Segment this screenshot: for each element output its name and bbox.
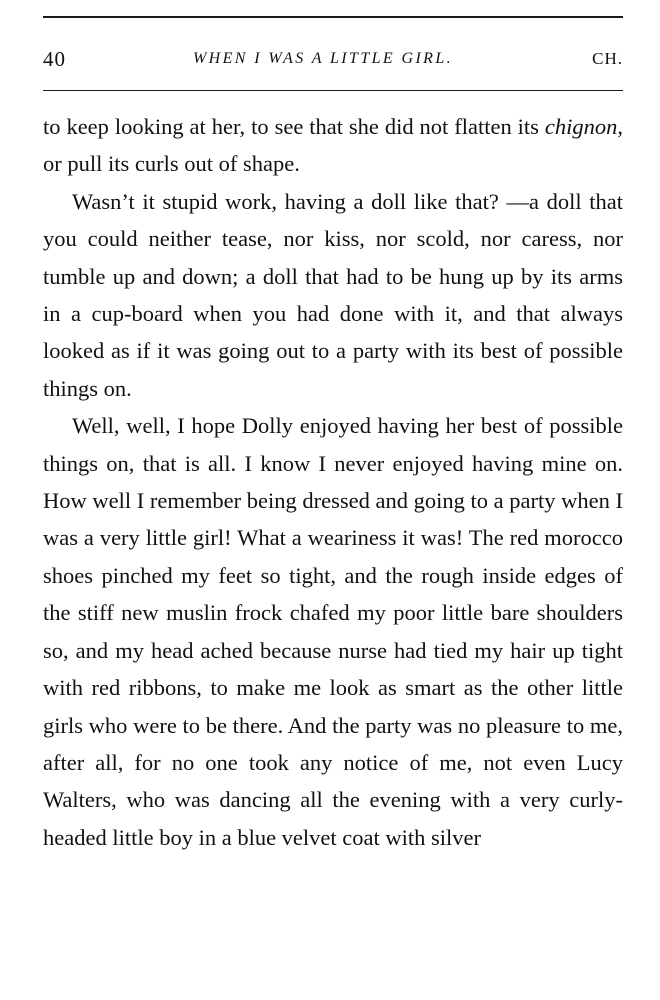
- paragraph-3: Well, well, I hope Dolly enjoyed having her best of possible things on, that is all. I know I never enjoyed having mine on. How well I remember being dressed and going to a party when I was a very little girl! What a weariness it was! The red morocco shoes pinched my feet so tight, and the rough inside edges of the stiff new muslin frock chafed my poor little bare shoulders so, and my head ached because nurse had tied my hair up tight with red ribbons, to make me look as smart as the other little girls who were to be there. And the party was no pleasure to me, after all, for no one took any notice of me, not even Lucy Walters, who was dancing all the evening with a very curly-headed little boy in a blue velvet coat with silver: [43, 413, 623, 850]
- body-text: [43, 108, 623, 856]
- paragraph-1-text-a: to keep looking at her, to see that she did not flatten its: [43, 114, 545, 139]
- italic-word-chignon: chignon: [544, 114, 618, 139]
- page-header: [43, 42, 623, 76]
- paragraph-2: Wasn’t it stupid work, having a doll like that? —a doll that you could neither tease, nor kiss, nor scold, nor caress, nor tumble up and down; a doll that had to be hung up by its arms in a cup-board when you had done with it, and that always looked as if it was going out to a party with its best of possible things on.: [43, 188, 623, 401]
- page-number: 40: [43, 46, 66, 71]
- paragraph-1: [43, 108, 623, 183]
- paragraph-1-text-b: , or pull its curls out of shape.: [43, 114, 623, 177]
- top-rule: [43, 16, 623, 18]
- chapter-mark: CH.: [592, 49, 623, 68]
- running-title: WHEN I WAS A LITTLE GIRL.: [192, 50, 454, 67]
- header-rule: [43, 90, 623, 91]
